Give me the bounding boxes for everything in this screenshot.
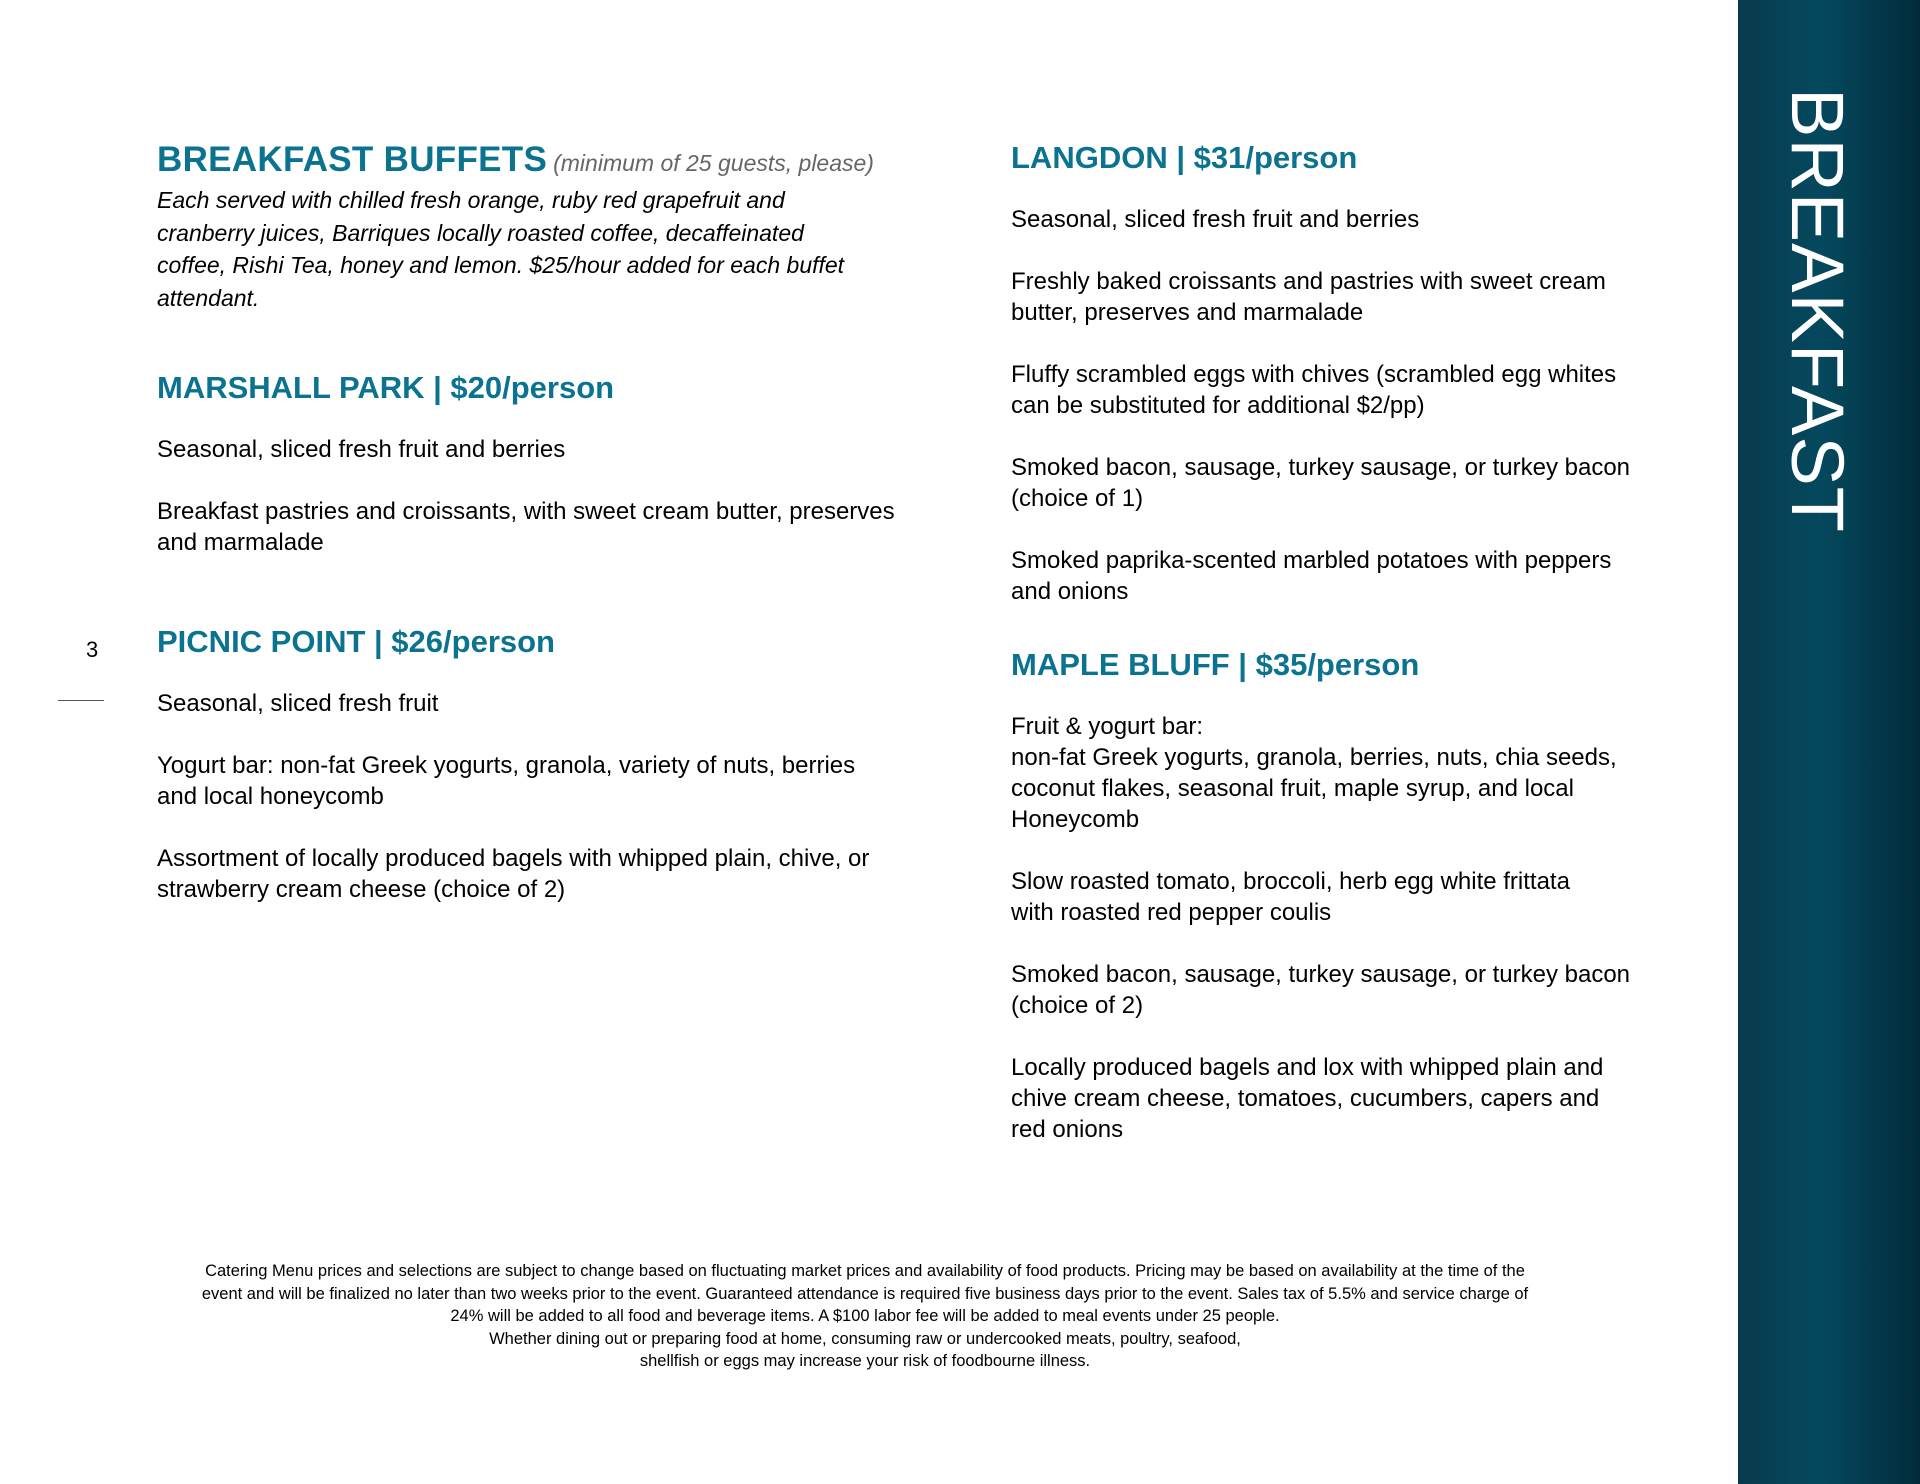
- menu-item-line: Assortment of locally produced bagels with whipped plain, chive, or: [157, 845, 870, 872]
- menu-item: [1011, 1052, 1651, 1145]
- menu-item: [1011, 204, 1651, 235]
- menu-item-line: Smoked paprika-scented marbled potatoes with peppers: [1011, 547, 1612, 574]
- menu-item: [1011, 452, 1651, 514]
- section-title-maple-bluff: MAPLE BLUFF | $35/person: [1011, 647, 1420, 682]
- intro-paragraph: [157, 184, 917, 314]
- menu-item-line: and onions: [1011, 578, 1129, 605]
- page-number: 3: [86, 637, 99, 662]
- intro-line: Each served with chilled fresh orange, ruby red grapefruit and: [157, 187, 785, 213]
- menu-item-line: Honeycomb: [1011, 806, 1140, 833]
- right-column: [1011, 140, 1651, 1145]
- menu-item: [1011, 711, 1651, 835]
- menu-item: [1011, 959, 1651, 1021]
- menu-item: [1011, 266, 1651, 328]
- menu-item: [1011, 545, 1651, 607]
- page-subtitle: (minimum of 25 guests, please): [553, 150, 874, 176]
- page-title: [157, 140, 917, 180]
- menu-item-line: and marmalade: [157, 529, 324, 556]
- menu-item: [157, 496, 917, 558]
- side-banner-label: BREAKFAST: [1776, 88, 1859, 533]
- menu-item-line: Slow roasted tomato, broccoli, herb egg white frittata: [1011, 868, 1570, 895]
- page-title-text: BREAKFAST BUFFETS: [157, 140, 548, 179]
- menu-item-line: non-fat Greek yogurts, granola, berries, nuts, chia seeds,: [1011, 744, 1617, 771]
- menu-item-line: strawberry cream cheese (choice of 2): [157, 876, 566, 903]
- footer-disclaimer: [180, 1260, 1550, 1373]
- menu-item-line: can be substituted for additional $2/pp): [1011, 392, 1425, 419]
- intro-line: attendant.: [157, 284, 260, 311]
- menu-item-line: Locally produced bagels and lox with whipped plain and: [1011, 1054, 1604, 1081]
- menu-item-line: coconut flakes, seasonal fruit, maple syrup, and local: [1011, 775, 1574, 802]
- menu-item-line: Seasonal, sliced fresh fruit and berries: [157, 436, 566, 463]
- menu-item-line: (choice of 2): [1011, 992, 1144, 1019]
- menu-item-line: chive cream cheese, tomatoes, cucumbers, capers and: [1011, 1085, 1600, 1112]
- menu-item: [1011, 866, 1651, 928]
- menu-item-line: Seasonal, sliced fresh fruit and berries: [1011, 206, 1420, 233]
- intro-line: cranberry juices, Barriques locally roasted coffee, decaffeinated: [157, 219, 804, 246]
- menu-item-line: Yogurt bar: non-fat Greek yogurts, granola, variety of nuts, berries: [157, 752, 856, 779]
- footer-line: 24% will be added to all food and beverage items. A $100 labor fee will be added to meal events under 25 people.: [450, 1307, 1280, 1325]
- menu-item-line: butter, preserves and marmalade: [1011, 299, 1364, 326]
- footer-line: Catering Menu prices and selections are subject to change based on fluctuating market prices and availability of food products. Pricing may be based on availability at the time of the: [205, 1262, 1525, 1280]
- left-column: [157, 140, 917, 905]
- section-title-marshall-park: MARSHALL PARK | $20/person: [157, 370, 615, 405]
- menu-item-line: Smoked bacon, sausage, turkey sausage, or turkey bacon: [1011, 454, 1631, 481]
- menu-item-line: Fluffy scrambled eggs with chives (scrambled egg whites: [1011, 361, 1617, 388]
- footer-line: event and will be finalized no later than two weeks prior to the event. Guaranteed attendance is required five business days prior to the event. Sales tax of 5.5% and service charge of: [201, 1284, 1529, 1303]
- menu-item-line: Fruit & yogurt bar:: [1011, 713, 1204, 740]
- menu-item: [157, 688, 917, 719]
- menu-item: [157, 750, 917, 812]
- menu-item-line: Seasonal, sliced fresh fruit: [157, 690, 439, 717]
- footer-line: Whether dining out or preparing food at home, consuming raw or undercooked meats, poultry, seafood,: [489, 1329, 1241, 1348]
- intro-line: coffee, Rishi Tea, honey and lemon. $25/hour added for each buffet: [157, 252, 845, 278]
- menu-item: [157, 434, 917, 465]
- section-title-picnic-point: PICNIC POINT | $26/person: [157, 624, 555, 659]
- menu-item-line: Freshly baked croissants and pastries with sweet cream: [1011, 268, 1606, 295]
- menu-item: [1011, 359, 1651, 421]
- menu-item-line: (choice of 1): [1011, 485, 1144, 512]
- menu-item-line: red onions: [1011, 1116, 1124, 1143]
- menu-item-line: and local honeycomb: [157, 783, 384, 810]
- menu-item-line: Smoked bacon, sausage, turkey sausage, or turkey bacon: [1011, 961, 1631, 988]
- section-title-langdon: LANGDON | $31/person: [1011, 140, 1358, 175]
- page-number-rule: [58, 700, 104, 701]
- footer-line: shellfish or eggs may increase your risk of foodbourne illness.: [639, 1352, 1091, 1370]
- menu-item: [157, 843, 917, 905]
- menu-item-line: with roasted red pepper coulis: [1011, 899, 1332, 926]
- menu-item-line: Breakfast pastries and croissants, with sweet cream butter, preserves: [157, 498, 895, 525]
